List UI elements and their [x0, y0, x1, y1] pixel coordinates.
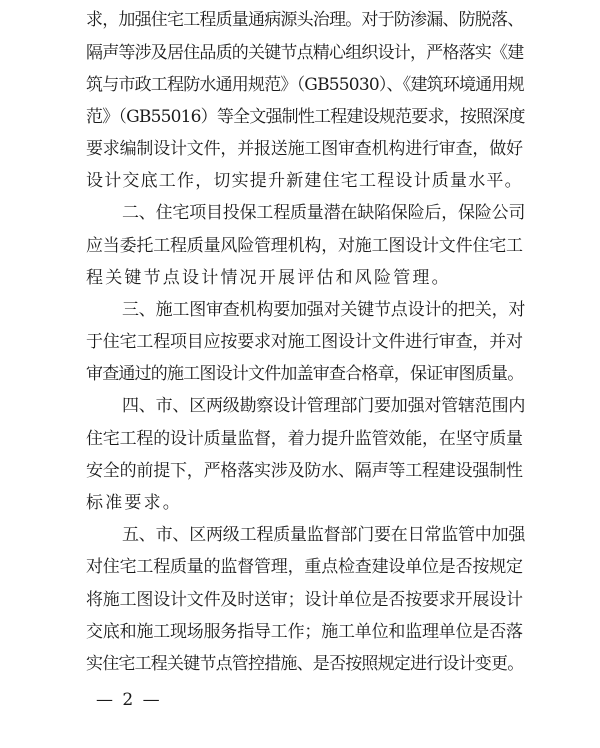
- paragraph-5-first-line: 五、市、区两级工程质量监督部门要在日常监管中加强: [122, 525, 526, 545]
- text-line: 于住宅工程项目应按要求对施工图设计文件进行审查，并对: [86, 332, 523, 352]
- text-line: 标准要求。: [86, 493, 182, 513]
- text-line: 筑与市政工程防水通用规范》（GB55030）、《建筑环境通用规: [86, 75, 524, 95]
- text-line: 设计交底工作，切实提升新建住宅工程设计质量水平。: [86, 171, 523, 191]
- text-line: 应当委托工程质量风险管理机构，对施工图设计文件住宅工: [86, 236, 523, 256]
- text-line: 要求编制设计文件，并报送施工图审查机构进行审查，做好: [86, 139, 523, 159]
- text-line: 范》（GB55016）等全文强制性工程建设规范要求，按照深度: [86, 107, 525, 127]
- text-line: 住宅工程的设计质量监督，着力提升监管效能，在坚守质量: [86, 429, 523, 449]
- page-number: — 2 —: [96, 690, 162, 710]
- text-line: 求，加强住宅工程质量通病源头治理。对于防渗漏、防脱落、: [86, 10, 524, 30]
- text-line: 对住宅工程质量的监督管理，重点检查建设单位是否按规定: [86, 557, 523, 577]
- text-line: 程关键节点设计情况开展评估和风险管理。: [86, 268, 451, 288]
- text-line: 交底和施工现场服务指导工作；施工单位和监理单位是否落: [86, 622, 523, 642]
- text-line: 隔声等涉及居住品质的关键节点精心组织设计，严格落实《建: [86, 43, 524, 63]
- paragraph-4-first-line: 四、市、区两级勘察设计管理部门要加强对管辖范围内: [122, 396, 526, 416]
- paragraph-3-first-line: 三、施工图审查机构要加强对关键节点设计的把关，对: [122, 300, 526, 320]
- text-line: 将施工图设计文件及时送审；设计单位是否按要求开展设计: [86, 590, 523, 610]
- text-line: 安全的前提下，严格落实涉及防水、隔声等工程建设强制性: [86, 461, 523, 481]
- text-line: 实住宅工程关键节点管控措施、是否按照规定进行设计变更。: [86, 654, 524, 674]
- text-line: 审查通过的施工图设计文件加盖审查合格章，保证审图质量。: [86, 364, 524, 384]
- paragraph-2-first-line: 二、住宅项目投保工程质量潜在缺陷保险后，保险公司: [122, 203, 526, 223]
